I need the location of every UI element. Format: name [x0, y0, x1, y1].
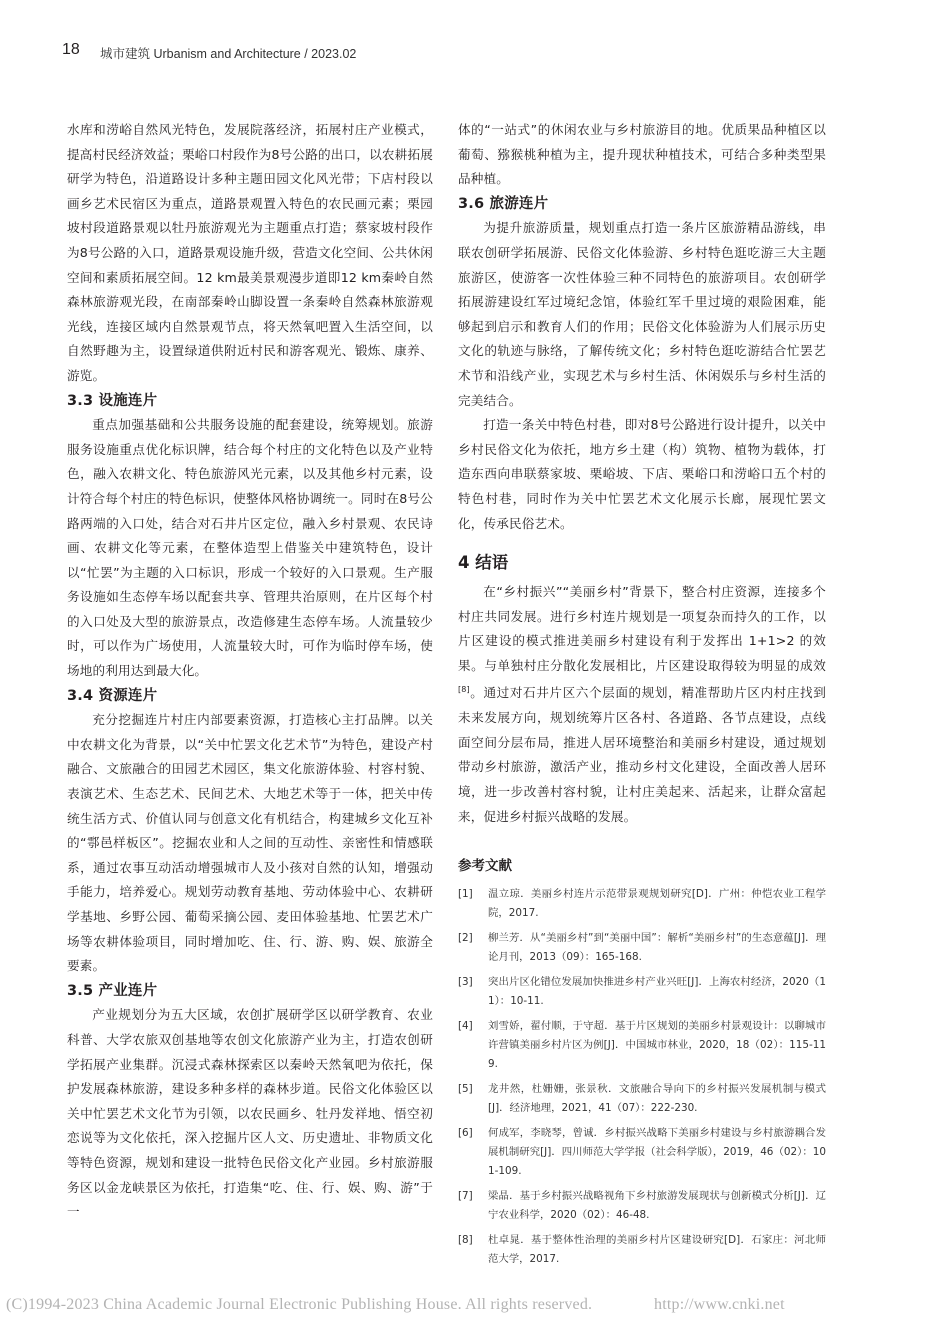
section-heading-3-4: 3.4 资源连片	[67, 687, 158, 704]
page-number: 18	[62, 41, 80, 58]
reference-text: 柳兰芳．从“美丽乡村”到“美丽中国”：解析“美丽乡村”的生态意蕴[J]．理论月刊，2013（09）：165-168.	[488, 932, 826, 964]
reference-item	[458, 1124, 826, 1181]
section-heading-4: 4 结语	[458, 553, 509, 573]
reference-number: [4]	[458, 1020, 473, 1033]
conclusion-text	[458, 580, 826, 829]
citation-mark: [8]	[458, 685, 470, 695]
left-column	[67, 118, 433, 1225]
reference-item	[458, 1080, 826, 1118]
copyright-text: (C)1994-2023 China Academic Journal Electronic Publishing House. All rights reserved.	[6, 1296, 593, 1313]
reference-item	[458, 1017, 826, 1074]
continued-paragraph: 体的“一站式”的休闲农业与乡村旅游目的地。优质果品种植区以葡萄、猕猴桃种植为主，提升现状种植技术，可结合多种类型果品种植。	[458, 122, 826, 187]
section-heading-3-5: 3.5 产业连片	[67, 982, 158, 999]
section-3-3-text: 重点加强基础和公共服务设施的配套建设，统筹规划。旅游服务设施重点优化标识牌，结合每个村庄的文化特色以及产业特色，融入农耕文化、特色旅游风光元素，以及其他乡村元素，设计符合每个村庄的特色标识，使整体风格协调统一。同时在8号公路两端的入口处，结合对石井片区定位，融入乡村景观、农民诗画、农耕文化等元素，在整体造型上借鉴关中建筑特色，设计以“忙罢”为主题的入口标识，形成一个较好的入口景观。生产服务设施如生态停车场以配套共享、管理共治原则，在片区每个村的入口处及大型的旅游景点，改造修建生态停车场。人流量较少时，可以作为广场使用，人流量较大时，可作为临时停车场，使场地的利用达到最大化。	[67, 417, 433, 679]
reference-number: [8]	[458, 1234, 473, 1247]
reference-number: [1]	[458, 888, 473, 901]
reference-item	[458, 885, 826, 923]
reference-item	[458, 929, 826, 967]
references-heading: 参考文献	[458, 858, 512, 875]
reference-text: 龙井然，杜姗姗，张景秋．文旅融合导向下的乡村振兴发展机制与模式[J]．经济地理，2021，41（07）：222-230.	[488, 1083, 826, 1115]
section-heading-3-6: 3.6 旅游连片	[458, 195, 549, 212]
reference-number: [5]	[458, 1083, 473, 1096]
reference-number: [7]	[458, 1190, 473, 1203]
reference-number: [6]	[458, 1127, 473, 1140]
copyright-footer	[6, 1296, 946, 1314]
reference-number: [2]	[458, 932, 473, 945]
reference-text: 刘雪娇，翟付顺，于守超．基于片区规划的美丽乡村景观设计：以聊城市许营镇美丽乡村片区为例[J]．中国城市林业，2020，18（02）：115-119.	[488, 1020, 826, 1071]
section-3-6-text-1: 为提升旅游质量，规划重点打造一条片区旅游精品游线，串联农创研学拓展游、民俗文化体验游、乡村特色逛吃游三大主题旅游区，使游客一次性体验三种不同特色的旅游项目。农创研学拓展游建设红军过境纪念馆，体验红军千里过境的艰险困难，能够起到启示和教育人们的作用；民俗文化体验游为人们展示历史文化的轨迹与脉络，了解传统文化；乡村特色逛吃游结合忙罢艺术节和沿线产业，实现艺术与乡村生活、休闲娱乐与乡村生活的完美结合。	[458, 220, 826, 408]
right-column	[458, 118, 826, 1275]
continued-paragraph: 水库和涝峪自然风光特色，发展院落经济，拓展村庄产业模式，提高村民经济效益；栗峪口村段作为8号公路的出口，以农耕拓展研学为特色，沿道路设计多种主题田园文化风光带；下店村段以画乡艺术民宿区为重点，道路景观置入特色的农民画元素；栗园坡村段道路景观以牡丹旅游观光为主题重点打造；蔡家坡村段作为8号公路的入口，道路景观设施升级，营造文化空间、公共休闲空间和素质拓展空间。12 km最美景观漫步道即12 km秦岭自然森林旅游观光段，在南部秦岭山脚设置一条秦岭自然森林旅游观光线，连接区域内自然景观节点，将天然氧吧置入生活空间，以自然野趣为主，设置绿道供附近村民和游客观光、锻炼、康养、游览。	[67, 122, 433, 383]
reference-text: 温立琼．美丽乡村连片示范带景观规划研究[D]．广州：仲恺农业工程学院，2017.	[488, 888, 826, 920]
reference-number: [3]	[458, 976, 473, 989]
reference-item	[458, 973, 826, 1011]
section-3-5-text: 产业规划分为五大区域，农创扩展研学区以研学教育、农业科普、大学农旅双创基地等农创文化旅游产业为主，打造农创研学拓展产业集群。沉浸式森林探索区以秦岭天然氧吧为依托，保护发展森林旅游，建设多种多样的森林步道。民俗文化体验区以关中忙罢艺术文化节为引领，以农民画乡、牡丹发祥地、悟空初恋说等为文化依托，深入挖掘片区人文、历史遗址、非物质文化等特色资源，规划和建设一批特色民俗文化产业园。乡村旅游服务区以金龙峡景区为依托，打造集“吃、住、行、娱、购、游”于一	[67, 1007, 433, 1220]
reference-text: 梁晶．基于乡村振兴战略视角下乡村旅游发展现状与创新模式分析[J]．辽宁农业科学，2020（02）：46-48.	[488, 1190, 826, 1222]
reference-item	[458, 1187, 826, 1225]
section-3-4-text: 充分挖掘连片村庄内部要素资源，打造核心主打品牌。以关中农耕文化为背景，以“关中忙罢文化艺术节”为特色，建设产村融合、文旅融合的田园艺术园区，集文化旅游体验、村容村貌、表演艺术、生态艺术、民间艺术、大地艺术等于一体，把关中传统生活方式、价值认同与创意文化有机结合，构建城乡文化互补的“鄠邑样板区”。挖掘农业和人之间的互动性、亲密性和情感联系，通过农事互动活动增强城市人及小孩对自然的认知，增强动手能力，培养爱心。规划劳动教育基地、劳动体验中心、农耕研学基地、乡野公园、葡萄采摘公园、麦田体验基地、忙罢艺术广场等农耕体验项目，同时增加吃、住、行、游、购、娱、旅游全要素。	[67, 712, 433, 974]
reference-text: 杜卓晁．基于整体性治理的美丽乡村片区建设研究[D]．石家庄：河北师范大学，2017.	[488, 1234, 826, 1266]
reference-item	[458, 1231, 826, 1269]
section-3-6-text-2: 打造一条关中特色村巷，即对8号公路进行设计提升，以关中乡村民俗文化为依托，地方乡土建（构）筑物、植物为载体，打造东西向串联蔡家坡、栗峪坡、下店、栗峪口和涝峪口五个村的特色村巷，同时作为关中忙罢艺术文化展示长廊，展现忙罢文化，传承民俗艺术。	[458, 417, 826, 531]
conclusion-text-a: 在“乡村振兴”“美丽乡村”背景下，整合村庄资源，连接多个村庄共同发展。进行乡村连片规划是一项复杂而持久的工作，以片区建设的模式推进美丽乡村建设有利于发挥出 1+1>2 的效果。与单独村庄分散化发展相比，片区建设取得较为明显的成效	[458, 584, 826, 673]
reference-text: 突出片区化错位发展加快推进乡村产业兴旺[J]．上海农村经济，2020（11）：10-11.	[488, 976, 826, 1008]
site-link[interactable]: http://www.cnki.net	[654, 1296, 785, 1313]
reference-text: 何成军，李晓琴，曾诚．乡村振兴战略下美丽乡村建设与乡村旅游耦合发展机制研究[J]．四川师范大学学报（社会科学版），2019，46（02）：101-109.	[488, 1127, 826, 1178]
conclusion-text-b: 。通过对石井片区六个层面的规划，精准帮助片区内村庄找到未来发展方向，规划统筹片区各村、各道路、各节点建设，点线面空间分层布局，推进人居环境整治和美丽乡村建设，通过规划带动乡村旅游，激活产业，推动乡村文化建设，全面改善人居环境，进一步改善村容村貌，让村庄美起来、活起来，让群众富起来，促进乡村振兴战略的发展。	[458, 685, 826, 824]
journal-title: 城市建筑 Urbanism and Architecture / 2023.02	[100, 47, 357, 61]
section-heading-3-3: 3.3 设施连片	[67, 392, 158, 409]
reference-list	[458, 885, 826, 1269]
